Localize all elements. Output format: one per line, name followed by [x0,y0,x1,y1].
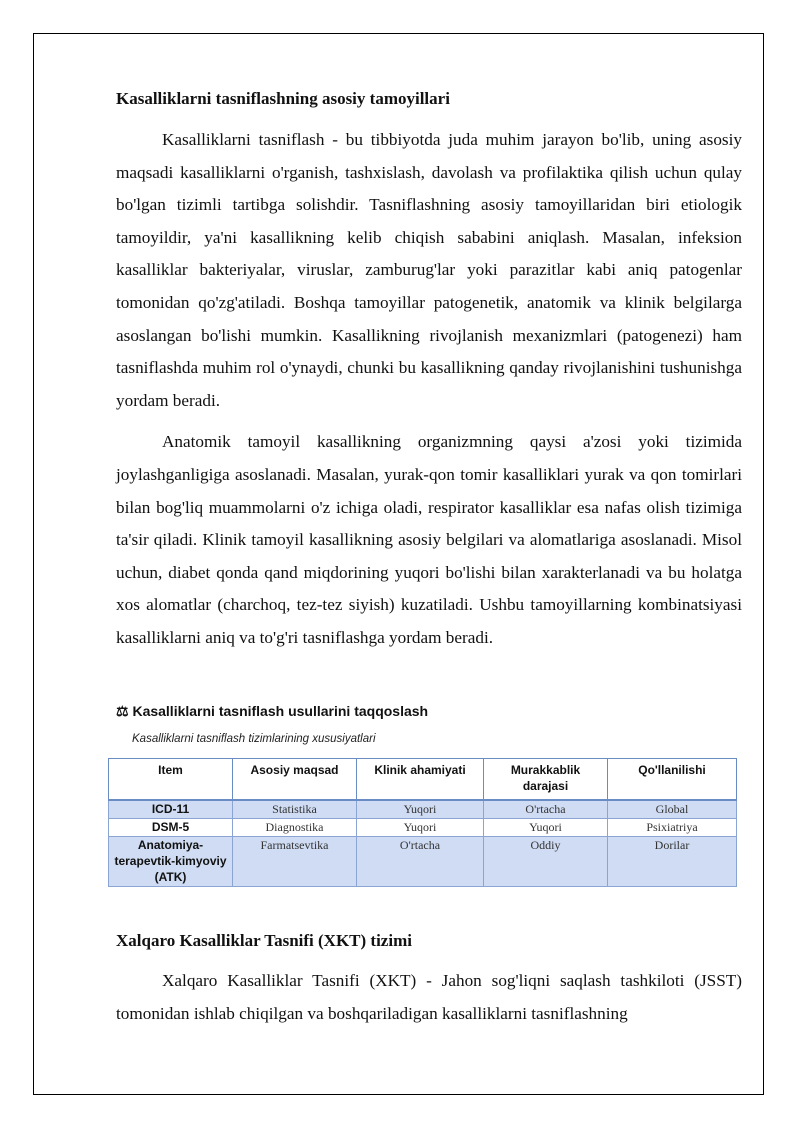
row-label: ICD-11 [109,800,233,818]
paragraph: Kasalliklarni tasniflash - bu tibbiyotda juda muhim jarayon bo'lib, uning asosiy maqsadi kasalliklarni o'rganish, tashxislash, davolash va profilaktika qilish uchun qulay bo'lgan tizimli tartibga solishdir. Tasniflashning asosiy tamoyillaridan biri etiologik tamoyildir, ya'ni kasallikning kelib chiqish sababini aniqlash. Masalan, infeksion kasalliklar bakteriyalar, viruslar, zamburug'lar yoki parazitlar kabi aniq patogenlar tomonidan qo'zg'atiladi. Boshqa tamoyillar patogenetik, anatomik va klinik belgilarga asoslangan bo'lishi mumkin. Kasallikning rivojlanish mexanizmlari (patogenezi) ham tasniflashda muhim rol o'ynaydi, chunki bu kasallikning qanday rivojlanishini tushunishga yordam beradi. [116,130,742,410]
column-header: Murakkablik darajasi [484,759,608,801]
table-cell: O'rtacha [484,800,608,818]
table-cell: O'rtacha [357,836,484,886]
table-header-row [109,759,737,801]
comparison-table [108,758,737,887]
column-header: Item [109,759,233,801]
column-header: Asosiy maqsad [233,759,357,801]
paragraph: Anatomik tamoyil kasallikning organizmning qaysi a'zosi yoki tizimida joylashganligiga asoslanadi. Masalan, yurak-qon tomir kasalliklari yurak va qon tomirlari bilan bog'liq muammolarni o'z ichiga oladi, respirator kasalliklar esa nafas olish tizimiga ta'sir qiladi. Klinik tamoyil kasallikning asosiy belgilari va alomatlariga asoslanadi. Misol uchun, diabet qonda qand miqdorining yuqori bo'lishi bilan xarakterlanadi va bu holatga xos alomatlar (charchoq, tez-tez siyish) kuzatiladi. Ushbu tamoyillarning kombinatsiyasi kasalliklarni aniq va to'g'ri tasniflashga yordam beradi. [116,432,742,647]
table-cell: Global [608,800,737,818]
table-cell: Diagnostika [233,818,357,836]
table-row [109,836,737,886]
column-header: Qo'llanilishi [608,759,737,801]
table-cell: Psixiatriya [608,818,737,836]
section-heading: Xalqaro Kasalliklar Tasnifi (XKT) tizimi [116,931,412,950]
table-cell: Yuqori [484,818,608,836]
table-row [109,800,737,818]
balance-scale-icon: ⚖ [116,703,129,719]
column-header: Klinik ahamiyati [357,759,484,801]
section-heading: Kasalliklarni tasniflashning asosiy tamoyillari [116,89,450,108]
table-title-text: Kasalliklarni tasniflash usullarini taqqoslash [132,703,429,719]
table-cell: Yuqori [357,818,484,836]
section-body [116,965,742,1030]
section-body [116,124,742,655]
table-cell: Farmatsevtika [233,836,357,886]
table-row [109,818,737,836]
table-cell: Statistika [233,800,357,818]
table-cell: Yuqori [357,800,484,818]
row-label: DSM-5 [109,818,233,836]
row-label: Anatomiya-terapevtik-kimyoviy (ATK) [109,836,233,886]
table-cell: Oddiy [484,836,608,886]
table-caption: Kasalliklarni tasniflash tizimlarining xususiyatlari [132,733,376,745]
table-cell: Dorilar [608,836,737,886]
paragraph: Xalqaro Kasalliklar Tasnifi (XKT) - Jahon sog'liqni saqlash tashkiloti (JSST) tomonidan ishlab chiqilgan va boshqariladigan kasalliklarni tasniflashning [116,971,742,1023]
table-title [116,703,428,720]
